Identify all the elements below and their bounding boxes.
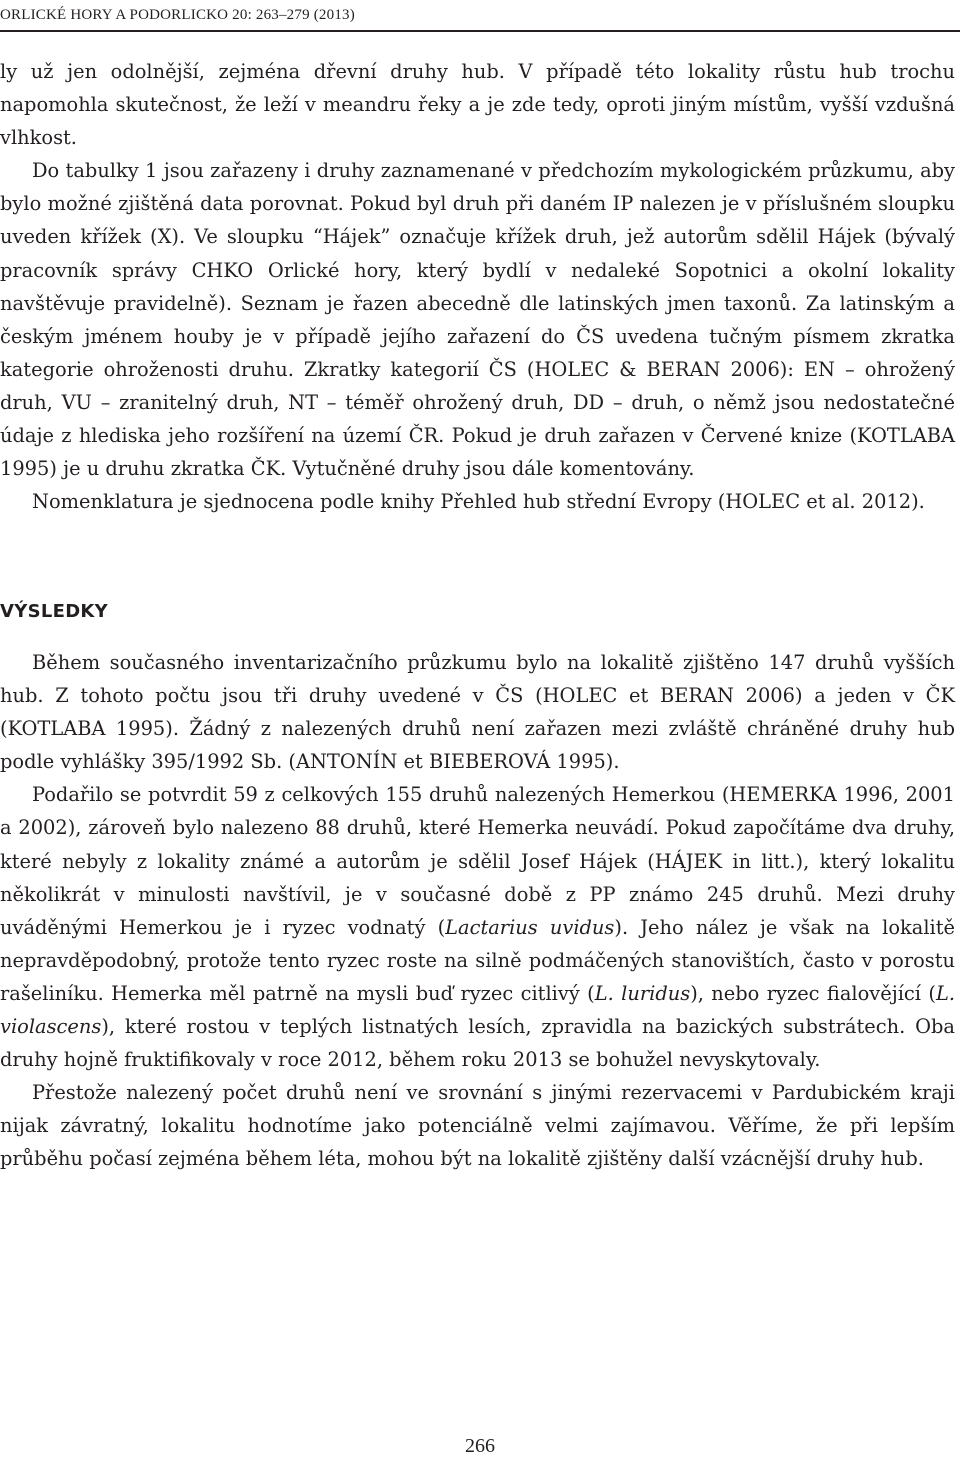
paragraph: Během současného inventarizačního průzkumu bylo na lokalitě zjištěno 147 druhů vyšších hub. Z tohoto počtu jsou tři druhy uvedené v ČS (HOLEC et BERAN 2006) a jeden v ČK (KOTLABA 1995). Žádný z nalezených druhů není zařazen mezi zvláště chráněné druhy hub podle vyhlášky 395/1992 Sb. (ANTONÍN et BIEBEROVÁ 1995). xyxy=(0,651,955,774)
paragraph: Přestože nalezený počet druhů není ve srovnání s jinými rezervacemi v Pardubickém kraji nijak závratný, lokalitu hodnotíme jako potenciálně velmi zajímavou. Věříme, že při lepším průběhu počasí zejména během léta, mohou být na lokalitě zjištěny další vzácnější druhy hub. xyxy=(0,1081,955,1171)
section-heading: VÝSLEDKY xyxy=(0,601,109,622)
results-text xyxy=(0,646,955,1176)
paragraph: ly už jen odolnější, zejména dřevní druhy hub. V případě této lokality růstu hub trochu napomohla skutečnost, že leží v meandru řeky a je zde tedy, oproti jiným místům, vyšší vzdušná vlhkost. xyxy=(0,60,955,150)
running-head xyxy=(0,0,960,30)
species-name: Lactarius uvidus xyxy=(445,915,615,939)
text-run: ), které rostou v teplých listnatých lesích, zpravidla na bazických substrátech. Oba druhy hojně fruktifikovaly v roce 2012, během roku 2013 se bohužel nevyskytovaly. xyxy=(0,1015,955,1072)
species-name: L. violascens xyxy=(0,981,955,1039)
journal-citation: ORLICKÉ HORY A PODORLICKO 20: 263–279 (2013) xyxy=(0,7,355,23)
text-run: ), nebo ryzec fialovějící ( xyxy=(690,981,936,1005)
paragraph: Do tabulky 1 jsou zařazeny i druhy zaznamenané v předchozím mykologickém průzkumu, aby bylo možné zjištěná data porovnat. Pokud byl druh při daném IP nalezen je v příslušném sloupku uveden křížek (X). Ve sloupku “Hájek” označuje křížek druh, jež autorům sdělil Hájek (bývalý pracovník správy CHKO Orlické hory, který bydlí v nedaleké Sopotnici a okolní lokality navštěvuje pravidelně). Seznam je řazen abecedně dle latinských jmen taxonů. Za latinským a českým jménem houby je v případě jejího zařazení do ČS uvedena tučným písmem zkratka kategorie ohroženosti druhu. Zkratky kategorií ČS (HOLEC & BERAN 2006): EN – ohrožený druh, VU – zranitelný druh, NT – téměř ohrožený druh, DD – druh, o němž jsou nedostatečné údaje z hlediska jeho rozšíření na území ČR. Pokud je druh zařazen v Červené knize (KOTLABA 1995) je u druhu zkratka ČK. Vytučněné druhy jsou dále komentovány. xyxy=(0,159,955,481)
species-name: L. luridus xyxy=(594,981,691,1005)
text-run: Podařilo se potvrdit 59 z celkových 155 druhů nalezených Hemerkou (HEMERKA 1996, 2001 a 2002), zároveň bylo nalezeno 88 druhů, které Hemerka neuvádí. Pokud započítáme dva druhy, které nebyly z lokality známé a autorům je sdělil Josef Hájek (HÁJEK in litt.), který lokalitu několikrát v minulosti navštívil, je v současné době z PP známo 245 druhů. Mezi druhy uváděnými Hemerkou je i ryzec vodnatý ( xyxy=(0,783,955,939)
page-number: 266 xyxy=(465,1435,495,1457)
methods-text xyxy=(0,55,955,518)
text-run: ). Jeho nález je však na lokalitě nepravděpodobný, protože tento ryzec roste na silně podmáčených stanovištích, často v porostu rašeliníku. Hemerka měl patrně na mysli buď ryzec citlivý ( xyxy=(0,915,955,1005)
header-rule xyxy=(0,30,960,32)
paragraph xyxy=(0,778,955,1076)
paragraph: Nomenklatura je sjednocena podle knihy Přehled hub střední Evropy (HOLEC et al. 2012). xyxy=(32,490,925,514)
